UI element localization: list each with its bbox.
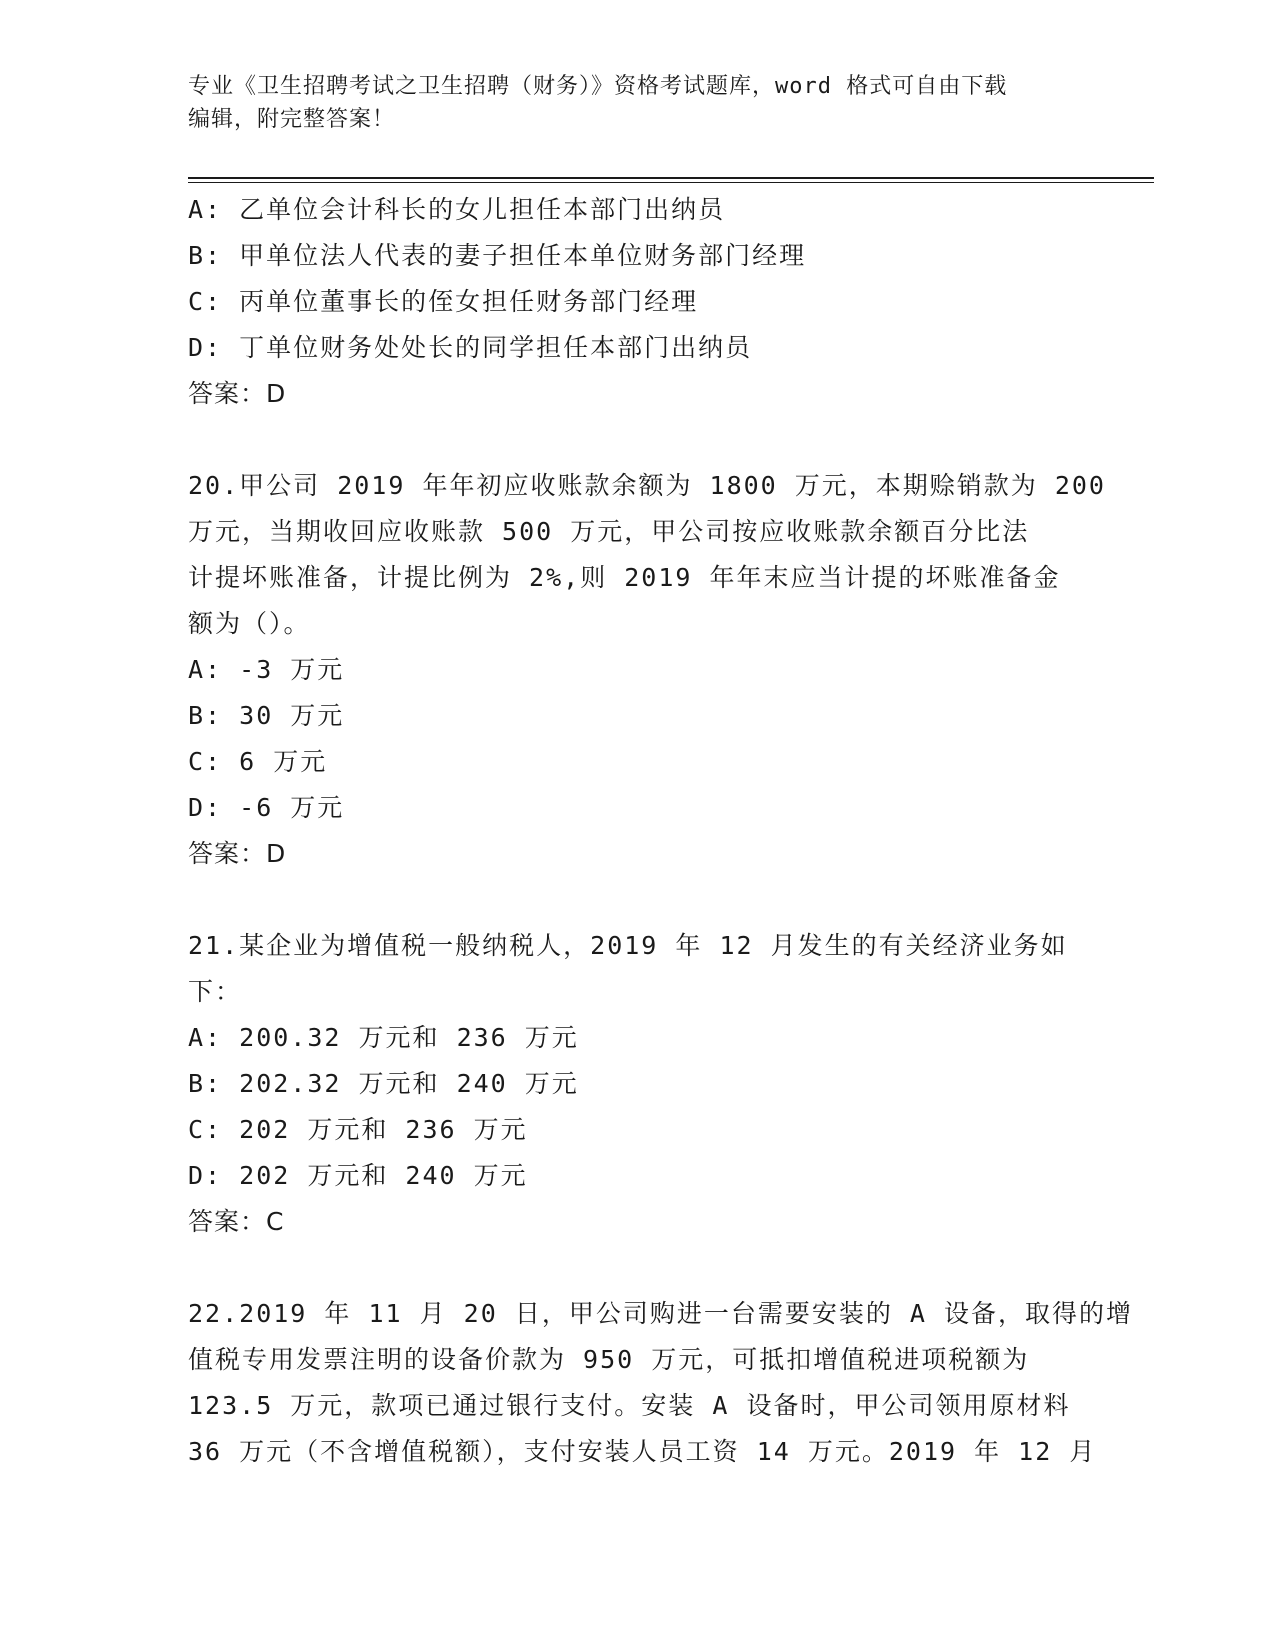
question-stem-line: 额为（）。 xyxy=(188,609,311,638)
answer-line: 答案：D xyxy=(188,839,287,868)
option-a: A: 200.32 万元和 236 万元 xyxy=(188,1023,579,1052)
header-divider-thin xyxy=(188,182,1154,183)
option-c: C: 6 万元 xyxy=(188,747,328,776)
question-stem-line: 21.某企业为增值税一般纳税人，2019 年 12 月发生的有关经济业务如 xyxy=(188,931,1068,960)
question-stem-line: 22.2019 年 11 月 20 日，甲公司购进一台需要安装的 A 设备，取得的增 xyxy=(188,1299,1133,1328)
option-d: D: -6 万元 xyxy=(188,793,345,822)
document-header xyxy=(188,70,1068,136)
option-d: D: 丁单位财务处处长的同学担任本部门出纳员 xyxy=(188,333,753,362)
question-22 xyxy=(188,1291,1133,1475)
option-d: D: 202 万元和 240 万元 xyxy=(188,1161,528,1190)
question-20 xyxy=(188,463,1106,877)
spacer xyxy=(188,417,1088,463)
header-line-2: 编辑，附完整答案！ xyxy=(188,107,396,132)
question-content xyxy=(188,187,1133,1475)
question-stem-line: 36 万元（不含增值税额），支付安装人员工资 14 万元。2019 年 12 月 xyxy=(188,1437,1097,1466)
spacer xyxy=(188,1245,1088,1291)
header-line-1: 专业《卫生招聘考试之卫生招聘（财务）》资格考试题库，word 格式可自由下载 xyxy=(188,74,1008,99)
option-b: B: 甲单位法人代表的妻子担任本单位财务部门经理 xyxy=(188,241,807,270)
question-stem-line: 值税专用发票注明的设备价款为 950 万元，可抵扣增值税进项税额为 xyxy=(188,1345,1030,1374)
option-c: C: 丙单位董事长的侄女担任财务部门经理 xyxy=(188,287,699,316)
question-stem-line: 万元，当期收回应收账款 500 万元，甲公司按应收账款余额百分比法 xyxy=(188,517,1030,546)
option-b: B: 30 万元 xyxy=(188,701,345,730)
option-a: A: 乙单位会计科长的女儿担任本部门出纳员 xyxy=(188,195,726,224)
question-21 xyxy=(188,923,1088,1245)
header-divider-thick xyxy=(188,177,1154,179)
option-b: B: 202.32 万元和 240 万元 xyxy=(188,1069,579,1098)
spacer xyxy=(188,877,1088,923)
question-stem-line: 下： xyxy=(188,977,243,1006)
question-19 xyxy=(188,187,1088,417)
question-stem-line: 123.5 万元，款项已通过银行支付。安装 A 设备时，甲公司领用原材料 xyxy=(188,1391,1071,1420)
option-a: A: -3 万元 xyxy=(188,655,345,684)
answer-line: 答案：D xyxy=(188,379,287,408)
answer-line: 答案：C xyxy=(188,1207,285,1236)
question-stem-line: 20.甲公司 2019 年年初应收账款余额为 1800 万元，本期赊销款为 200 xyxy=(188,471,1106,500)
question-stem-line: 计提坏账准备，计提比例为 2%,则 2019 年年末应当计提的坏账准备金 xyxy=(188,563,1061,592)
option-c: C: 202 万元和 236 万元 xyxy=(188,1115,528,1144)
